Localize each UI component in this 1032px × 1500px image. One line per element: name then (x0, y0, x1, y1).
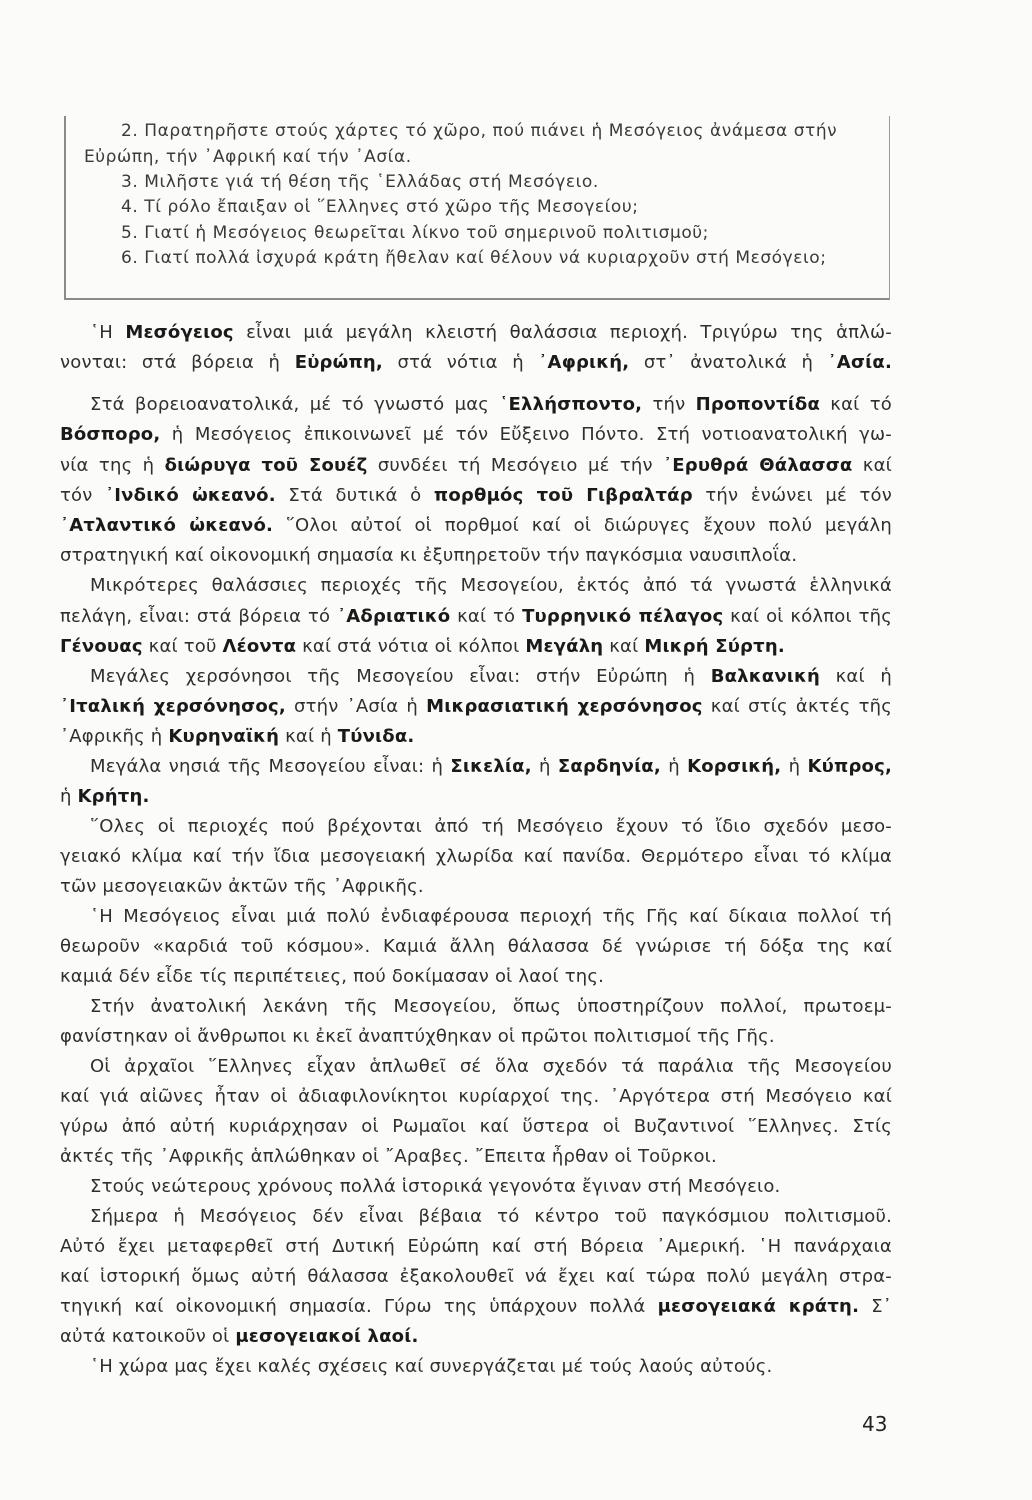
text-line: νονται: στά βόρεια ἡ Εὐρώπη, στά νότια ἡ ᾿Αφρική, στ᾿ ἀνατολικά ἡ ᾿Ασία. (60, 352, 892, 373)
text-line: Αὐτό ἔχει μεταφερθεῖ στή Δυτική Εὐρώπη καί στή Βόρεια ᾿Αμερική. ῾Η πανάρχαια (60, 1236, 892, 1257)
text-line: τόν ᾿Ινδικό ὠκεανό. Στά δυτικά ὁ πορθμός τοῦ Γιβραλτάρ τήν ἑνώνει μέ τόν (60, 485, 892, 506)
text-line: Στούς νεώτερους χρόνους πολλά ἱστορικά γεγονότα ἔγιναν στή Μεσόγειο. (90, 1176, 781, 1197)
text-line: Βόσπορο, ἡ Μεσόγειος ἐπικοινωνεῖ μέ τόν Εὔξεινο Πόντο. Στή νοτιοανατολική γω- (60, 424, 892, 445)
text-line: Γένουας καί τοῦ Λέοντα καί στά νότια οἱ κόλποι Μεγάλη καί Μικρή Σύρτη. (60, 636, 785, 657)
text-line: νία της ἡ διώρυγα τοῦ Σουέζ συνδέει τή Μεσόγειο μέ τήν ᾿Ερυθρά Θάλασσα καί (60, 455, 892, 476)
text-line: ῞Ολες οἱ περιοχές πού βρέχονται ἀπό τή Μεσόγειο ἔχουν τό ἴδιο σχεδόν μεσο- (90, 816, 892, 837)
question-3: 3. Μιλῆστε γιά τή θέση τῆς ῾Ελλάδας στή Μεσόγειο. (121, 172, 599, 192)
question-2: 2. Παρατηρῆστε στούς χάρτες τό χῶρο, πού πιάνει ἡ Μεσόγειος ἀνάμεσα στήν (121, 121, 838, 141)
text-line: φανίστηκαν οἱ ἄνθρωποι κι ἐκεῖ ἀναπτύχθηκαν οἱ πρῶτοι πολιτισμοί τῆς Γῆς. (60, 1026, 775, 1047)
question-4: 4. Τί ρόλο ἔπαιξαν οἱ ῞Ελληνες στό χῶρο τῆς Μεσογείου; (121, 197, 639, 217)
text-line: Μικρότερες θαλάσσιες περιοχές τῆς Μεσογείου, ἐκτός ἀπό τά γνωστά ἑλληνικά (90, 575, 892, 596)
text-line: ᾿Ατλαντικό ὠκεανό. ῞Ολοι αὐτοί οἱ πορθμοί καί οἱ διώρυγες ἔχουν πολύ μεγάλη (60, 515, 892, 536)
text-line: Οἱ ἀρχαῖοι ῞Ελληνες εἶχαν ἁπλωθεῖ σέ ὅλα σχεδόν τά παράλια τῆς Μεσογείου (90, 1056, 892, 1077)
text-line: Σήμερα ἡ Μεσόγειος δέν εἶναι βέβαια τό κέντρο τοῦ παγκόσμιου πολιτισμοῦ. (90, 1206, 892, 1227)
text-line: ᾿Ιταλική χερσόνησος, στήν ᾿Ασία ἡ Μικρασιατική χερσόνησος καί στίς ἀκτές τῆς (60, 696, 892, 717)
text-line: καί ἱστορική ὅμως αὐτή θάλασσα ἐξακολουθεῖ νά ἔχει καί τώρα πολύ μεγάλη στρα- (60, 1266, 892, 1287)
question-5: 5. Γιατί ἡ Μεσόγειος θεωρεῖται λίκνο τοῦ σημερινοῦ πολιτισμοῦ; (121, 223, 709, 243)
text-line: αὐτά κατοικοῦν οἱ μεσογειακοί λαοί. (60, 1326, 419, 1347)
text-line: γύρω ἀπό αὐτή κυριάρχησαν οἱ Ρωμαῖοι καί ὕστερα οἱ Βυζαντινοί ῞Ελληνες. Στίς (60, 1116, 892, 1137)
text-line: Μεγάλες χερσόνησοι τῆς Μεσογείου εἶναι: στήν Εὐρώπη ἡ Βαλκανική καί ἡ (90, 666, 892, 687)
text-line: ῾Η Μεσόγειος εἶναι μιά μεγάλη κλειστή θαλάσσια περιοχή. Τριγύρω της ἁπλώ- (90, 322, 893, 343)
text-line: ᾿Αφρικῆς ἡ Κυρηναϊκή καί ἡ Τύνιδα. (60, 726, 415, 747)
text-line: ῾Η Μεσόγειος εἶναι μιά πολύ ἐνδιαφέρουσα περιοχή τῆς Γῆς καί δίκαια πολλοί τή (90, 906, 892, 927)
text-line: ἀκτές τῆς ᾿Αφρικῆς ἁπλώθηκαν οἱ ῎Αραβες. ῎Επειτα ἦρθαν οἱ Τοῦρκοι. (60, 1146, 717, 1167)
text-line: θεωροῦν «καρδιά τοῦ κόσμου». Καμιά ἄλλη θάλασσα δέ γνώρισε τή δόξα της καί (60, 936, 892, 957)
text-line: ῾Η χώρα μας ἔχει καλές σχέσεις καί συνεργάζεται μέ τούς λαούς αὐτούς. (90, 1356, 773, 1377)
text-line: Στά βορειοανατολικά, μέ τό γνωστό μας ῾Ελλήσποντο, τήν Προποντίδα καί τό (90, 394, 892, 415)
text-line: τηγική καί οἰκονομική σημασία. Γύρω της ὑπάρχουν πολλά μεσογειακά κράτη. Σ᾿ (60, 1296, 892, 1317)
text-line: πελάγη, εἶναι: στά βόρεια τό ᾿Αδριατικό καί τό Τυρρηνικό πέλαγος καί οἱ κόλποι τῆς (60, 606, 892, 627)
text-line: καμιά δέν εἶδε τίς περιπέτειες, πού δοκίμασαν οἱ λαοί της. (60, 966, 605, 987)
text-line: στρατηγική καί οἰκονομική σημασία κι ἐξυπηρετοῦν τήν παγκόσμια ναυσιπλοΐα. (60, 545, 798, 566)
page-number: 43 (862, 1412, 888, 1436)
text-line: καί γιά αἰῶνες ἦταν οἱ ἀδιαφιλονίκητοι κυρίαρχοί της. ᾿Αργότερα στή Μεσόγειο καί (60, 1086, 892, 1107)
text-line: Στήν ἀνατολική λεκάνη τῆς Μεσογείου, ὅπως ὑποστηρίζουν πολλοί, πρωτοεμ- (90, 996, 892, 1017)
question-2-cont: Εὐρώπη, τήν ᾿Αφρική καί τήν ᾿Ασία. (84, 147, 412, 167)
text-line: γειακό κλίμα καί τήν ἴδια μεσογειακή χλωρίδα καί πανίδα. Θερμότερο εἶναι τό κλίμα (60, 846, 892, 867)
text-line: ἡ Κρήτη. (60, 786, 150, 807)
text-line: Μεγάλα νησιά τῆς Μεσογείου εἶναι: ἡ Σικελία, ἡ Σαρδηνία, ἡ Κορσική, ἡ Κύπρος, (90, 756, 893, 777)
question-6: 6. Γιατί πολλά ἰσχυρά κράτη ἤθελαν καί θέλουν νά κυριαρχοῦν στή Μεσόγειο; (121, 248, 827, 268)
text-line: τῶν μεσογειακῶν ἀκτῶν τῆς ᾿Αφρικῆς. (60, 876, 424, 897)
